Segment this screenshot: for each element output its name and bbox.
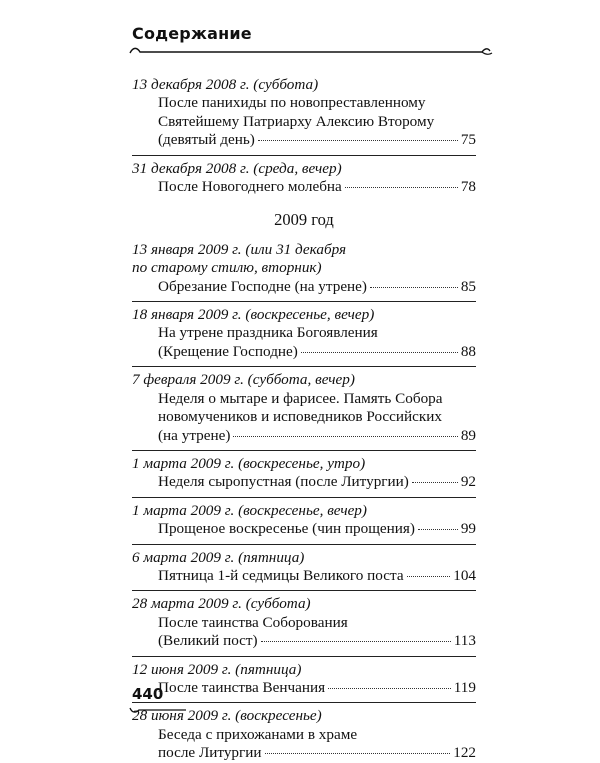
entry-divider	[132, 497, 476, 498]
toc-entry	[132, 160, 476, 197]
entry-title-line: Неделя о мытаре и фарисее. Память Собора	[158, 389, 443, 407]
entry-date: 1 марта 2009 г. (воскресенье, вечер)	[132, 501, 367, 519]
toc-entry	[132, 455, 476, 492]
entry-title-line	[132, 744, 476, 762]
dot-leader	[328, 684, 451, 689]
entry-divider	[132, 544, 476, 545]
toc-entry	[132, 502, 476, 539]
entry-title-text: Неделя сыропустная (после Литургии)	[158, 473, 409, 491]
dot-leader	[418, 525, 458, 530]
entry-page-number: 104	[453, 566, 476, 584]
dot-leader	[301, 348, 458, 353]
entry-date: 13 декабря 2008 г. (суббота)	[132, 76, 319, 93]
entry-date-line: 13 января 2009 г. (или 31 декабря	[132, 240, 347, 258]
entry-page-number: 89	[460, 426, 476, 444]
toc-entry	[132, 306, 476, 361]
entry-date: 31 декабря 2008 г. (среда, вечер)	[132, 159, 342, 177]
entry-title-line	[132, 473, 476, 491]
entry-divider	[132, 590, 476, 591]
entry-date: 28 июня 2009 г. (воскресенье)	[132, 707, 322, 725]
dot-leader	[261, 637, 451, 642]
entry-title-line	[132, 178, 476, 196]
entry-date: 6 марта 2009 г. (пятница)	[132, 548, 305, 566]
entry-title-text: Обрезание Господне (на утрене)	[158, 277, 367, 295]
entry-page-number: 85	[460, 277, 476, 295]
header-ornament-rule	[128, 44, 494, 58]
entry-title-line: новомучеников и исповедников Российских	[158, 408, 443, 426]
entry-title-line: Беседа с прихожанами в храме	[158, 725, 358, 743]
toc-entry	[132, 549, 476, 586]
entry-title-text: Пятница 1-й седмицы Великого поста	[158, 566, 404, 584]
entry-page-number: 78	[460, 178, 476, 196]
entry-title-text: (Великий пост)	[158, 632, 258, 650]
dot-leader	[412, 478, 458, 483]
dot-leader	[370, 283, 458, 288]
entry-date: 1 марта 2009 г. (воскресенье, утро)	[132, 454, 366, 472]
entry-date: 28 марта 2009 г. (суббота)	[132, 595, 311, 613]
entry-page-number: 92	[460, 473, 476, 491]
entry-page-number: 122	[453, 744, 476, 762]
toc-entry	[132, 371, 476, 445]
dot-leader	[345, 183, 458, 188]
entry-title-text: После Новогоднего молебна	[158, 178, 342, 196]
table-of-contents	[132, 76, 476, 763]
running-title: Содержание	[132, 24, 252, 43]
entry-title-line	[132, 343, 476, 361]
entry-date-line: по старому стилю, вторник)	[132, 259, 322, 277]
entry-title-text: (девятый день)	[158, 131, 255, 149]
entry-title-text: после Литургии	[158, 744, 262, 762]
entry-date: 12 июня 2009 г. (пятница)	[132, 660, 302, 678]
entry-divider	[132, 366, 476, 367]
entry-page-number: 99	[460, 520, 476, 538]
entry-title-text: (на утрене)	[158, 426, 231, 444]
entry-divider	[132, 450, 476, 451]
entry-title-text: После таинства Венчания	[158, 678, 326, 696]
entry-title-line: После таинства Соборования	[158, 613, 348, 631]
entry-divider	[132, 301, 476, 302]
toc-entry	[132, 595, 476, 650]
entry-page-number: 113	[453, 632, 476, 650]
entry-title-line	[132, 131, 476, 149]
page-number: 440	[132, 685, 164, 703]
year-heading: 2009 год	[274, 210, 334, 230]
entry-title-line: Святейшему Патриарху Алексию Второму	[158, 112, 435, 130]
toc-entry	[132, 661, 476, 698]
entry-date	[132, 241, 476, 278]
entry-page-number: 75	[460, 131, 476, 149]
entry-title-line	[132, 520, 476, 538]
entry-title-line	[132, 427, 476, 445]
entry-title-line	[132, 632, 476, 650]
toc-entry	[132, 76, 476, 150]
entry-title-line: На утрене праздника Богоявления	[158, 324, 378, 342]
entry-divider	[132, 656, 476, 657]
entry-title-line: После панихиды по новопреставленному	[158, 94, 426, 112]
dot-leader	[258, 136, 458, 141]
entry-title-line	[132, 278, 476, 296]
entry-divider	[132, 155, 476, 156]
entry-date: 7 февраля 2009 г. (суббота, вечер)	[132, 371, 355, 389]
dot-leader	[233, 432, 457, 437]
entry-date: 18 января 2009 г. (воскресенье, вечер)	[132, 306, 375, 324]
entry-title-line	[132, 679, 476, 697]
entry-title-text: Прощеное воскресенье (чин прощения)	[158, 520, 415, 538]
entry-page-number: 119	[453, 678, 476, 696]
entry-page-number: 88	[460, 342, 476, 360]
entry-title-line	[132, 567, 476, 585]
dot-leader	[407, 572, 451, 577]
footer-ornament-rule	[128, 704, 188, 716]
toc-entry	[132, 241, 476, 296]
entry-title-text: (Крещение Господне)	[158, 342, 298, 360]
